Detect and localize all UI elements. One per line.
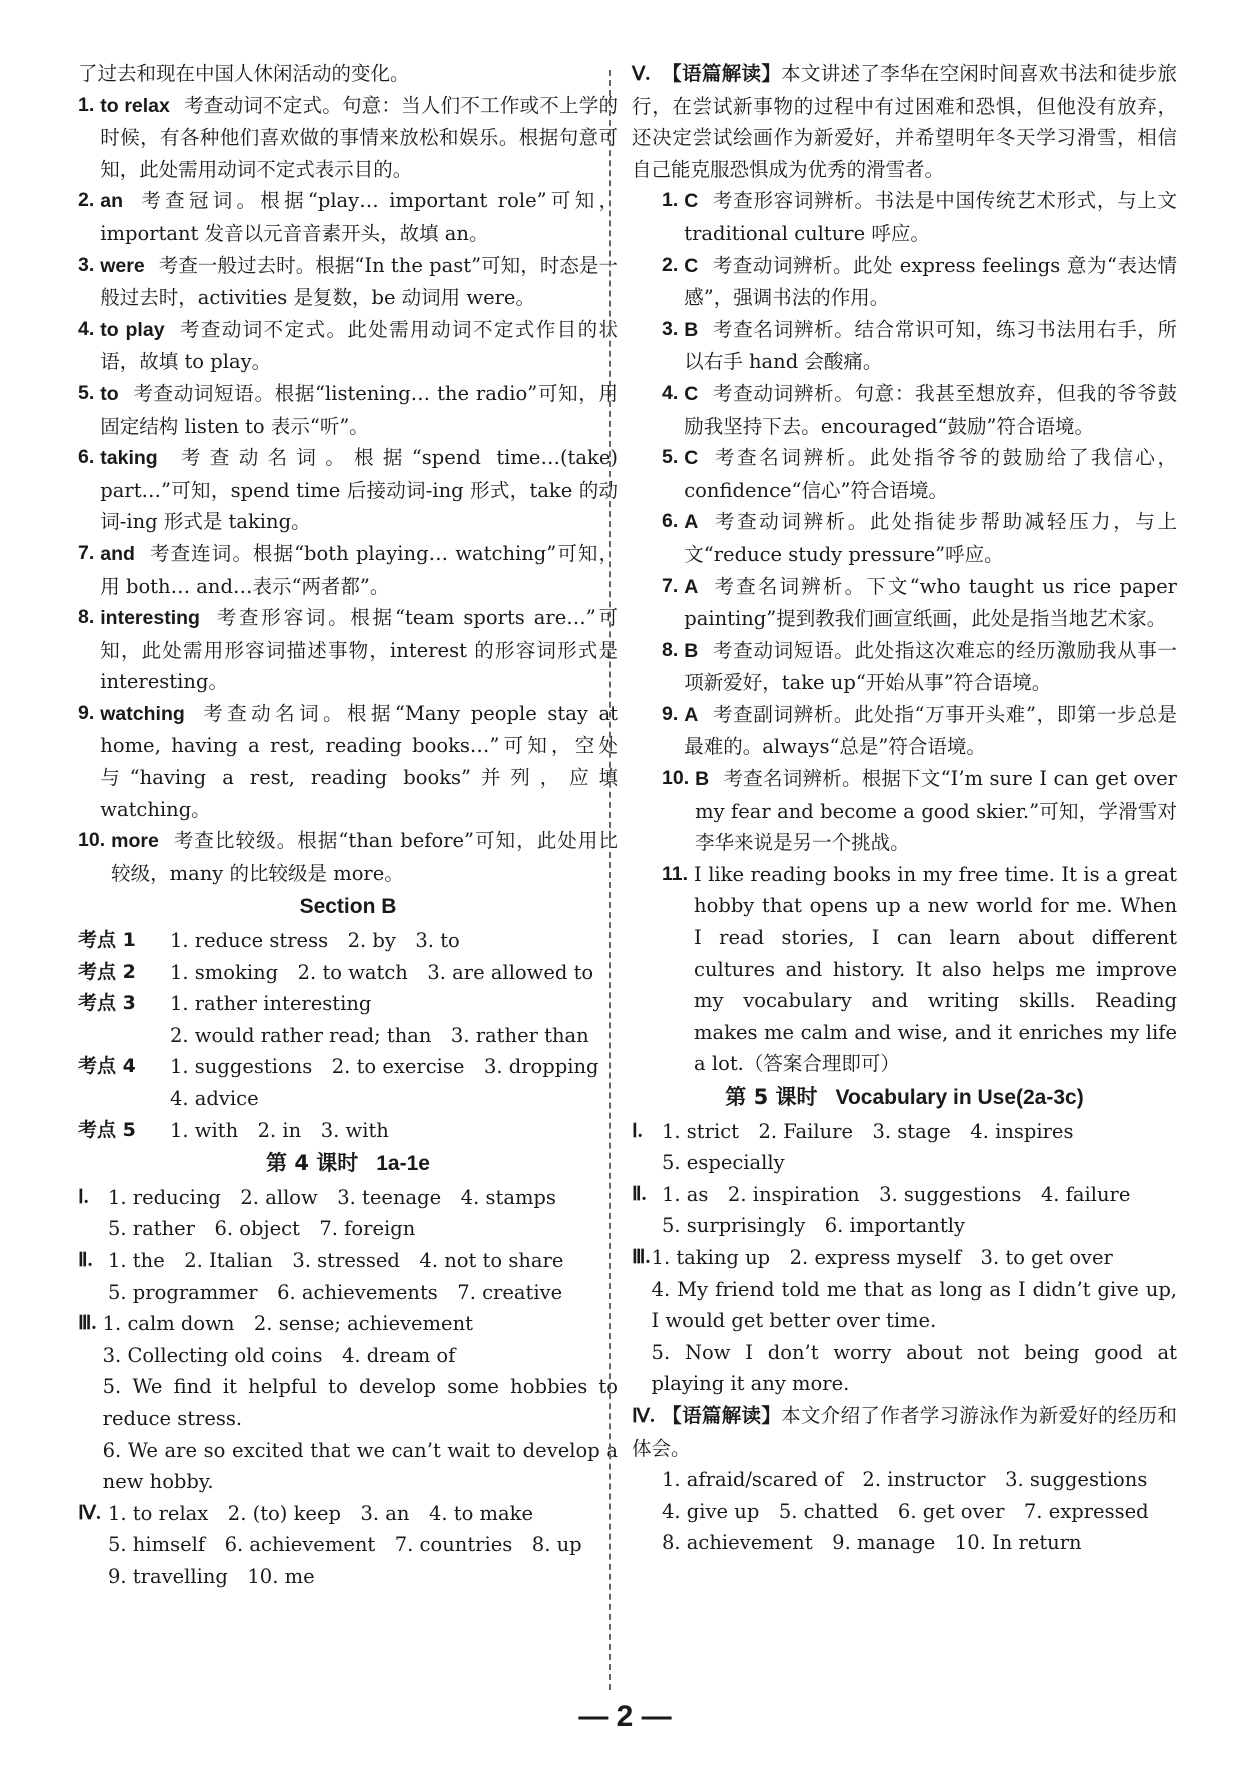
item-explanation: 考查动词辨析。此处指徒步帮助减轻压力，与上文“reduce study pressure”呼应。: [684, 510, 1177, 566]
left-items: [78, 90, 618, 890]
answer-item: [662, 506, 1177, 570]
item-explanation: 考查形容词。根据“team sports are…”可知，此处需用形容词描述事物，interest 的形容词形式是 interesting。: [100, 606, 618, 694]
item-number: 8.: [78, 606, 95, 629]
answer-line: 5. We find it helpful to develop some hobbies to reduce stress.: [102, 1375, 618, 1430]
item-number: 7.: [78, 541, 95, 564]
section-b-title: Section B: [299, 895, 397, 919]
answer-line: 8. achievement 9. manage 10. In return: [662, 1531, 1082, 1555]
item-answer: an: [100, 190, 124, 213]
lesson4-title: [78, 1148, 618, 1180]
roman-group-lines: [108, 1498, 618, 1593]
roman-group-lines: [652, 1242, 1177, 1400]
item-body: [695, 763, 1177, 859]
item-number: 6.: [662, 510, 679, 533]
item-number: 2.: [78, 189, 95, 212]
item-answer: B: [684, 318, 699, 341]
item-body: [684, 635, 1177, 699]
item-answer: to: [100, 382, 119, 405]
item-explanation: 考查名词辨析。此处指爷爷的鼓励给了我信心，confidence“信心”符合语境。: [684, 446, 1177, 502]
item-body: [111, 825, 618, 889]
item-answer: C: [684, 190, 699, 213]
item-body: [694, 859, 1177, 1080]
item-number: 1.: [662, 189, 679, 212]
kaodian-label: 考点 2: [78, 960, 136, 983]
item-explanation: I like reading books in my free time. It is a great hobby that opens up a new world for me. When I read stories, I can learn about different cultures and history. It also helps me improve my vocabulary and writing skills. Reading makes me calm and wise, and it enriches my life a lot.（答案合理即可）: [694, 862, 1177, 1076]
kaodian-label: 考点 3: [78, 992, 136, 1015]
item-explanation: 考查动名词。根据“Many people stay at home, having a rest, reading books…”可知，空处与“having a rest, reading books”并列，应填 watching。: [100, 701, 618, 821]
answer-line: 5. Now I don’t worry about not being good at playing it any more.: [651, 1340, 1177, 1396]
answer-item: [78, 825, 618, 889]
item-number: 4.: [662, 381, 679, 404]
item-explanation: 考查连词。根据“both playing… watching”可知，用 both… and…表示“两者都”。: [100, 541, 618, 598]
kaodian-row: [78, 988, 618, 1051]
item-answer: C: [684, 254, 699, 277]
kaodian-line: 1. with 2. in 3. with: [170, 1118, 389, 1142]
iv-tag: 【语篇解读】: [662, 1403, 782, 1427]
item-explanation: 考查副词辨析。此处指“万事开头难”，即第一步总是最难的。always“总是”符合语境。: [684, 702, 1177, 759]
roman-numeral: Ⅳ.: [78, 1502, 101, 1524]
kaodian-line: 1. smoking 2. to watch 3. are allowed to: [170, 960, 594, 984]
answer-item: [78, 90, 618, 186]
roman-group: [78, 1182, 618, 1245]
answer-item: [78, 538, 618, 602]
kaodian-line: 2. would rather read; than 3. rather than: [170, 1023, 589, 1047]
roman-group-lines: [103, 1308, 618, 1498]
item-body: [684, 571, 1177, 635]
item-number: 7.: [662, 574, 679, 597]
item-body: [100, 538, 618, 602]
answer-item: [662, 763, 1177, 859]
kaodian-row: [78, 925, 618, 957]
roman-group-lines: [662, 1179, 1177, 1242]
kaodian-line: 1. rather interesting: [170, 992, 372, 1016]
item-answer: C: [684, 382, 699, 405]
iv-answers: [632, 1464, 1177, 1559]
item-answer: A: [684, 511, 699, 534]
lesson4-answers: [78, 1182, 618, 1593]
answer-item: [78, 185, 618, 249]
v-tag: 【语篇解读】: [662, 62, 782, 85]
answer-item: [662, 635, 1177, 699]
answer-line: 3. Collecting old coins 4. dream of: [102, 1343, 456, 1367]
kaodian-row: [78, 1115, 618, 1147]
item-number: 5.: [78, 381, 95, 404]
v-intro: 本文讲述了李华在空闲时间喜欢书法和徒步旅行，在尝试新事物的过程中有过困难和恐惧，但他没有放弃，还决定尝试绘画作为新爱好，并希望明年冬天学习滑雪，相信自己能克服恐惧成为优秀的滑雪者。: [632, 62, 1177, 181]
item-body: [100, 602, 618, 698]
item-number: 6.: [78, 446, 95, 469]
item-body: [684, 250, 1177, 314]
item-body: [100, 442, 618, 538]
roman-group-lines: [108, 1182, 618, 1245]
answer-item: [662, 250, 1177, 314]
roman-numeral: Ⅲ.: [78, 1313, 97, 1335]
answer-line: 5. himself 6. achievement 7. countries 8. up: [108, 1533, 582, 1557]
answer-line: 4. My friend told me that as long as I didn’t give up, I would get better over time.: [651, 1277, 1177, 1333]
kaodian-label: 考点 1: [78, 929, 136, 952]
right-column: [632, 58, 1177, 1559]
item-number: 4.: [78, 317, 95, 340]
answer-line: 1. to relax 2. (to) keep 3. an 4. to make: [108, 1501, 534, 1525]
answer-line: 5. rather 6. object 7. foreign: [108, 1217, 416, 1241]
item-body: [100, 250, 618, 314]
item-explanation: 考查冠词。根据“play… important role”可知，important 发音以元音音素开头，故填 an。: [100, 189, 618, 245]
answer-item: [662, 859, 1177, 1080]
roman-numeral: Ⅲ.: [632, 1246, 651, 1268]
kaodian-content: [170, 925, 618, 957]
item-number: 10.: [662, 767, 690, 790]
left-column: [78, 58, 618, 1593]
item-explanation: 考查动词不定式。此处需用动词不定式作目的状语，故填 to play。: [100, 317, 618, 374]
item-explanation: 考查比较级。根据“than before”可知，此处用比较级，many 的比较级是 more。: [111, 829, 618, 885]
v-intro-paragraph: [632, 58, 1177, 185]
item-body: [684, 314, 1177, 378]
item-answer: and: [100, 542, 135, 565]
answer-item: [662, 314, 1177, 378]
item-number: 11.: [662, 862, 689, 885]
item-explanation: 考查形容词辨析。书法是中国传统艺术形式，与上文 traditional culture 呼应。: [684, 189, 1177, 245]
item-body: [684, 506, 1177, 570]
kaodian-row: [78, 957, 618, 989]
v-roman: Ⅴ.: [632, 64, 651, 85]
roman-group: [632, 1116, 1177, 1179]
item-body: [684, 442, 1177, 506]
item-answer: taking: [100, 447, 158, 470]
answer-item: [78, 314, 618, 378]
lesson5-title-en: Vocabulary in Use(2a-3c): [835, 1086, 1084, 1109]
intro-tail: 了过去和现在中国人休闲活动的变化。: [78, 62, 410, 85]
item-explanation: 考查名词辨析。下文“who taught us rice paper painting”提到教我们画宣纸画，此处是指当地艺术家。: [684, 574, 1177, 631]
roman-numeral: Ⅰ.: [632, 1120, 643, 1142]
lesson5-title: [632, 1082, 1177, 1114]
roman-group-lines: [662, 1116, 1177, 1179]
item-number: 2.: [662, 253, 679, 276]
item-number: 9.: [78, 701, 95, 724]
answer-item: [78, 602, 618, 698]
iv-roman: Ⅳ.: [632, 1405, 655, 1427]
answer-line: 1. afraid/scared of 2. instructor 3. suggestions: [662, 1468, 1148, 1492]
page-number: — 2 —: [578, 1700, 672, 1733]
answer-item: [662, 571, 1177, 635]
roman-numeral: Ⅱ.: [632, 1183, 647, 1205]
right-items: [632, 185, 1177, 1080]
kaodian-line: 4. advice: [170, 1087, 259, 1110]
column-divider: [609, 70, 611, 1690]
item-explanation: 考查动词辨析。句意：我甚至想放弃，但我的爷爷鼓励我坚持下去。encouraged“鼓励”符合语境。: [684, 381, 1177, 438]
item-answer: to relax: [100, 94, 170, 117]
answer-item: [78, 698, 618, 825]
answer-line: 5. especially: [662, 1151, 785, 1175]
item-body: [100, 314, 618, 378]
answer-line: 5. surprisingly 6. importantly: [662, 1214, 965, 1238]
item-number: 3.: [78, 253, 95, 276]
roman-group: [78, 1308, 618, 1498]
answer-item: [662, 699, 1177, 763]
item-number: 3.: [662, 317, 679, 340]
item-explanation: 考查动词辨析。此处 express feelings 意为“表达情感”，强调书法的作用。: [684, 253, 1177, 310]
item-explanation: 考查动词不定式。句意：当人们不工作或不上学的时候，有各种他们喜欢做的事情来放松和娱乐。根据句意可知，此处需用动词不定式表示目的。: [100, 93, 618, 181]
item-explanation: 考查名词辨析。结合常识可知，练习书法用右手，所以右手 hand 会酸痛。: [684, 317, 1177, 374]
answer-item: [662, 185, 1177, 249]
answer-line: 5. programmer 6. achievements 7. creative: [108, 1280, 563, 1304]
item-explanation: 考查动词短语。根据“listening… the radio”可知，用固定结构 listen to 表示“听”。: [100, 381, 618, 438]
item-explanation: 考查名词辨析。根据下文“I’m sure I can get over my fear and become a good skier.”可知，学滑雪对李华来说是另一个挑战。: [695, 767, 1177, 855]
answer-item: [662, 378, 1177, 442]
kaodian-row: [78, 1051, 618, 1114]
answer-line: 1. reducing 2. allow 3. teenage 4. stamps: [108, 1185, 556, 1209]
item-body: [100, 185, 618, 249]
item-body: [684, 699, 1177, 763]
roman-group-lines: [108, 1245, 618, 1308]
item-number: 9.: [662, 702, 679, 725]
answer-line: 6. We are so excited that we can’t wait to develop a new hobby.: [102, 1438, 618, 1494]
kaodian-content: [170, 957, 618, 989]
kaodian-line: 1. suggestions 2. to exercise 3. dropping: [170, 1055, 599, 1079]
item-answer: B: [695, 768, 710, 791]
roman-group: [78, 1498, 618, 1593]
answer-item: [78, 442, 618, 538]
item-explanation: 考查动名词。根据“spend time…(take) part…”可知，spend time 后接动词-ing 形式，take 的动词-ing 形式是 taking。: [100, 446, 618, 534]
answer-line: 1. calm down 2. sense; achievement: [102, 1312, 473, 1336]
answer-line: 1. taking up 2. express myself 3. to get over: [651, 1245, 1113, 1269]
item-answer: A: [684, 575, 699, 598]
lesson5-title-cn: 第 5 课时: [725, 1085, 818, 1109]
item-answer: watching: [100, 702, 185, 725]
item-number: 8.: [662, 638, 679, 661]
item-number: 5.: [662, 446, 679, 469]
item-answer: B: [684, 639, 699, 662]
kaodian-list: [78, 925, 618, 1146]
kaodian-line: 1. reduce stress 2. by 3. to: [170, 929, 460, 953]
kaodian-content: [170, 988, 618, 1051]
lesson4-title-en: 1a-1e: [376, 1152, 430, 1176]
answer-line: 9. travelling 10. me: [108, 1564, 315, 1588]
answer-line: 4. give up 5. chatted 6. get over 7. expressed: [662, 1499, 1149, 1523]
roman-group: [632, 1179, 1177, 1242]
item-explanation: 考查一般过去时。根据“In the past”可知，时态是一般过去时，activities 是复数，be 动词用 were。: [100, 253, 618, 310]
kaodian-label: 考点 4: [78, 1055, 136, 1078]
answer-item: [78, 378, 618, 442]
item-answer: A: [684, 703, 699, 726]
lesson4-title-cn: 第 4 课时: [266, 1151, 359, 1176]
iv-intro-paragraph: [632, 1400, 1177, 1464]
answer-line: 1. strict 2. Failure 3. stage 4. inspires: [662, 1119, 1074, 1143]
item-answer: more: [111, 830, 159, 853]
item-explanation: 考查动词短语。此处指这次难忘的经历激励我从事一项新爱好，take up“开始从事”符合语境。: [684, 638, 1177, 695]
answer-line: 1. as 2. inspiration 3. suggestions 4. failure: [662, 1182, 1131, 1206]
item-body: [100, 698, 618, 825]
roman-group: [632, 1242, 1177, 1400]
item-number: 1.: [78, 93, 95, 116]
item-answer: to play: [100, 318, 165, 341]
item-number: 10.: [78, 829, 106, 852]
item-body: [100, 378, 618, 442]
lesson5-answers: [632, 1116, 1177, 1400]
answer-item: [78, 250, 618, 314]
item-body: [684, 378, 1177, 442]
roman-group: [78, 1245, 618, 1308]
kaodian-content: [170, 1051, 618, 1114]
answer-item: [662, 442, 1177, 506]
kaodian-content: [170, 1115, 618, 1147]
roman-numeral: Ⅰ.: [78, 1186, 89, 1208]
answer-line: 1. the 2. Italian 3. stressed 4. not to share: [108, 1248, 564, 1272]
item-answer: interesting: [100, 607, 200, 630]
item-answer: were: [100, 254, 145, 277]
item-body: [684, 185, 1177, 249]
item-body: [100, 90, 618, 186]
kaodian-label: 考点 5: [78, 1118, 136, 1141]
item-answer: C: [684, 447, 699, 470]
roman-numeral: Ⅱ.: [78, 1249, 93, 1271]
iv-intro: 本文介绍了作者学习游泳作为新爱好的经历和体会。: [632, 1403, 1177, 1460]
